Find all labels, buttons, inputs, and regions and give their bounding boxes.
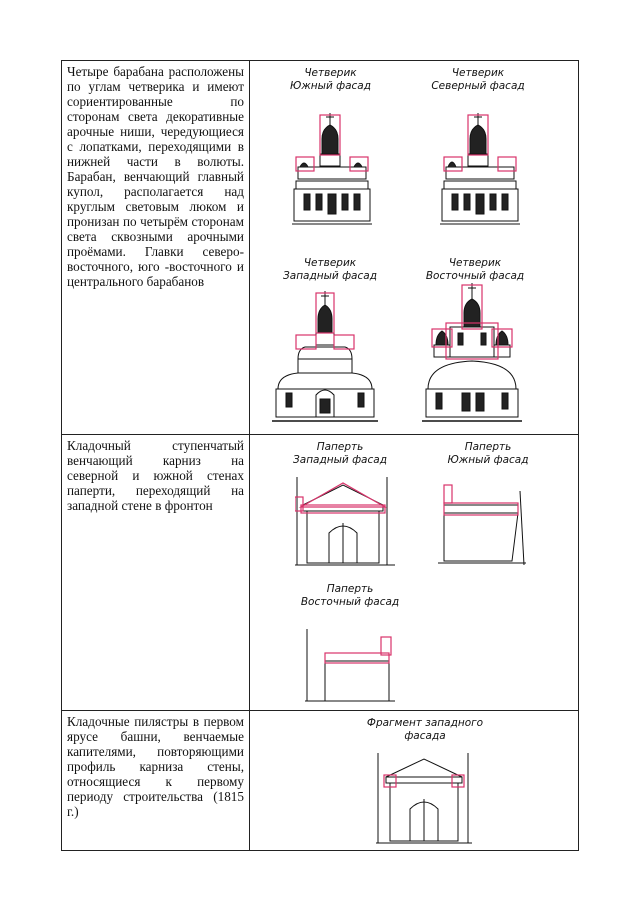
feature-table [61, 60, 579, 851]
drawing-east-facade [422, 279, 522, 429]
drawing-north-facade [440, 109, 520, 229]
drawing-west-facade [270, 289, 380, 429]
drawing-paperte-west [295, 475, 395, 567]
drawing-paperte-east [305, 627, 395, 703]
drawings-cell [250, 435, 579, 711]
table-row [62, 435, 579, 711]
table-row [62, 711, 579, 851]
caption-paperte-south: Паперть Южный фасад [447, 441, 529, 466]
caption-chetverik-south: Четверик Южный фасад [290, 67, 371, 92]
caption-paperte-east: Паперть Восточный фасад [300, 583, 400, 608]
drawing-west-fragment [376, 751, 472, 845]
description-cell: Кладочный ступенчатый венчающий карниз на северной и южной стенах паперти, переходящий на западной стене в фронтон [62, 435, 250, 711]
caption-chetverik-east: Четверик Восточный фасад [425, 257, 525, 282]
description-cell: Четыре барабана расположены по углам четверика и имеют сориентированные по сторонам света декоративные арочные ниши, чередующиеся с лопатками, переходящими в нижней части в волюты. Барабан, венчающий главный купол, располагается над круглым световым люком и пронизан по четырём сторонам света сквозными арочными проёмами. Главки северо-восточного, юго -восточного и центрального барабанов [62, 61, 250, 435]
caption-paperte-west: Паперть Западный фасад [293, 441, 387, 466]
drawing-south-facade [292, 109, 372, 229]
drawing-paperte-south [438, 481, 526, 567]
description-cell: Кладочные пилястры в первом ярусе башни, венчаемые капителями, повторяющими профиль карниза стены, относящиеся к первому периоду строительства (1815 г.) [62, 711, 250, 851]
drawings-cell [250, 711, 579, 851]
caption-west-fragment: Фрагмент западного фасада [366, 717, 484, 742]
table-row [62, 61, 579, 435]
caption-chetverik-west: Четверик Западный фасад [283, 257, 377, 282]
caption-chetverik-north: Четверик Северный фасад [431, 67, 525, 92]
drawings-cell [250, 61, 579, 435]
